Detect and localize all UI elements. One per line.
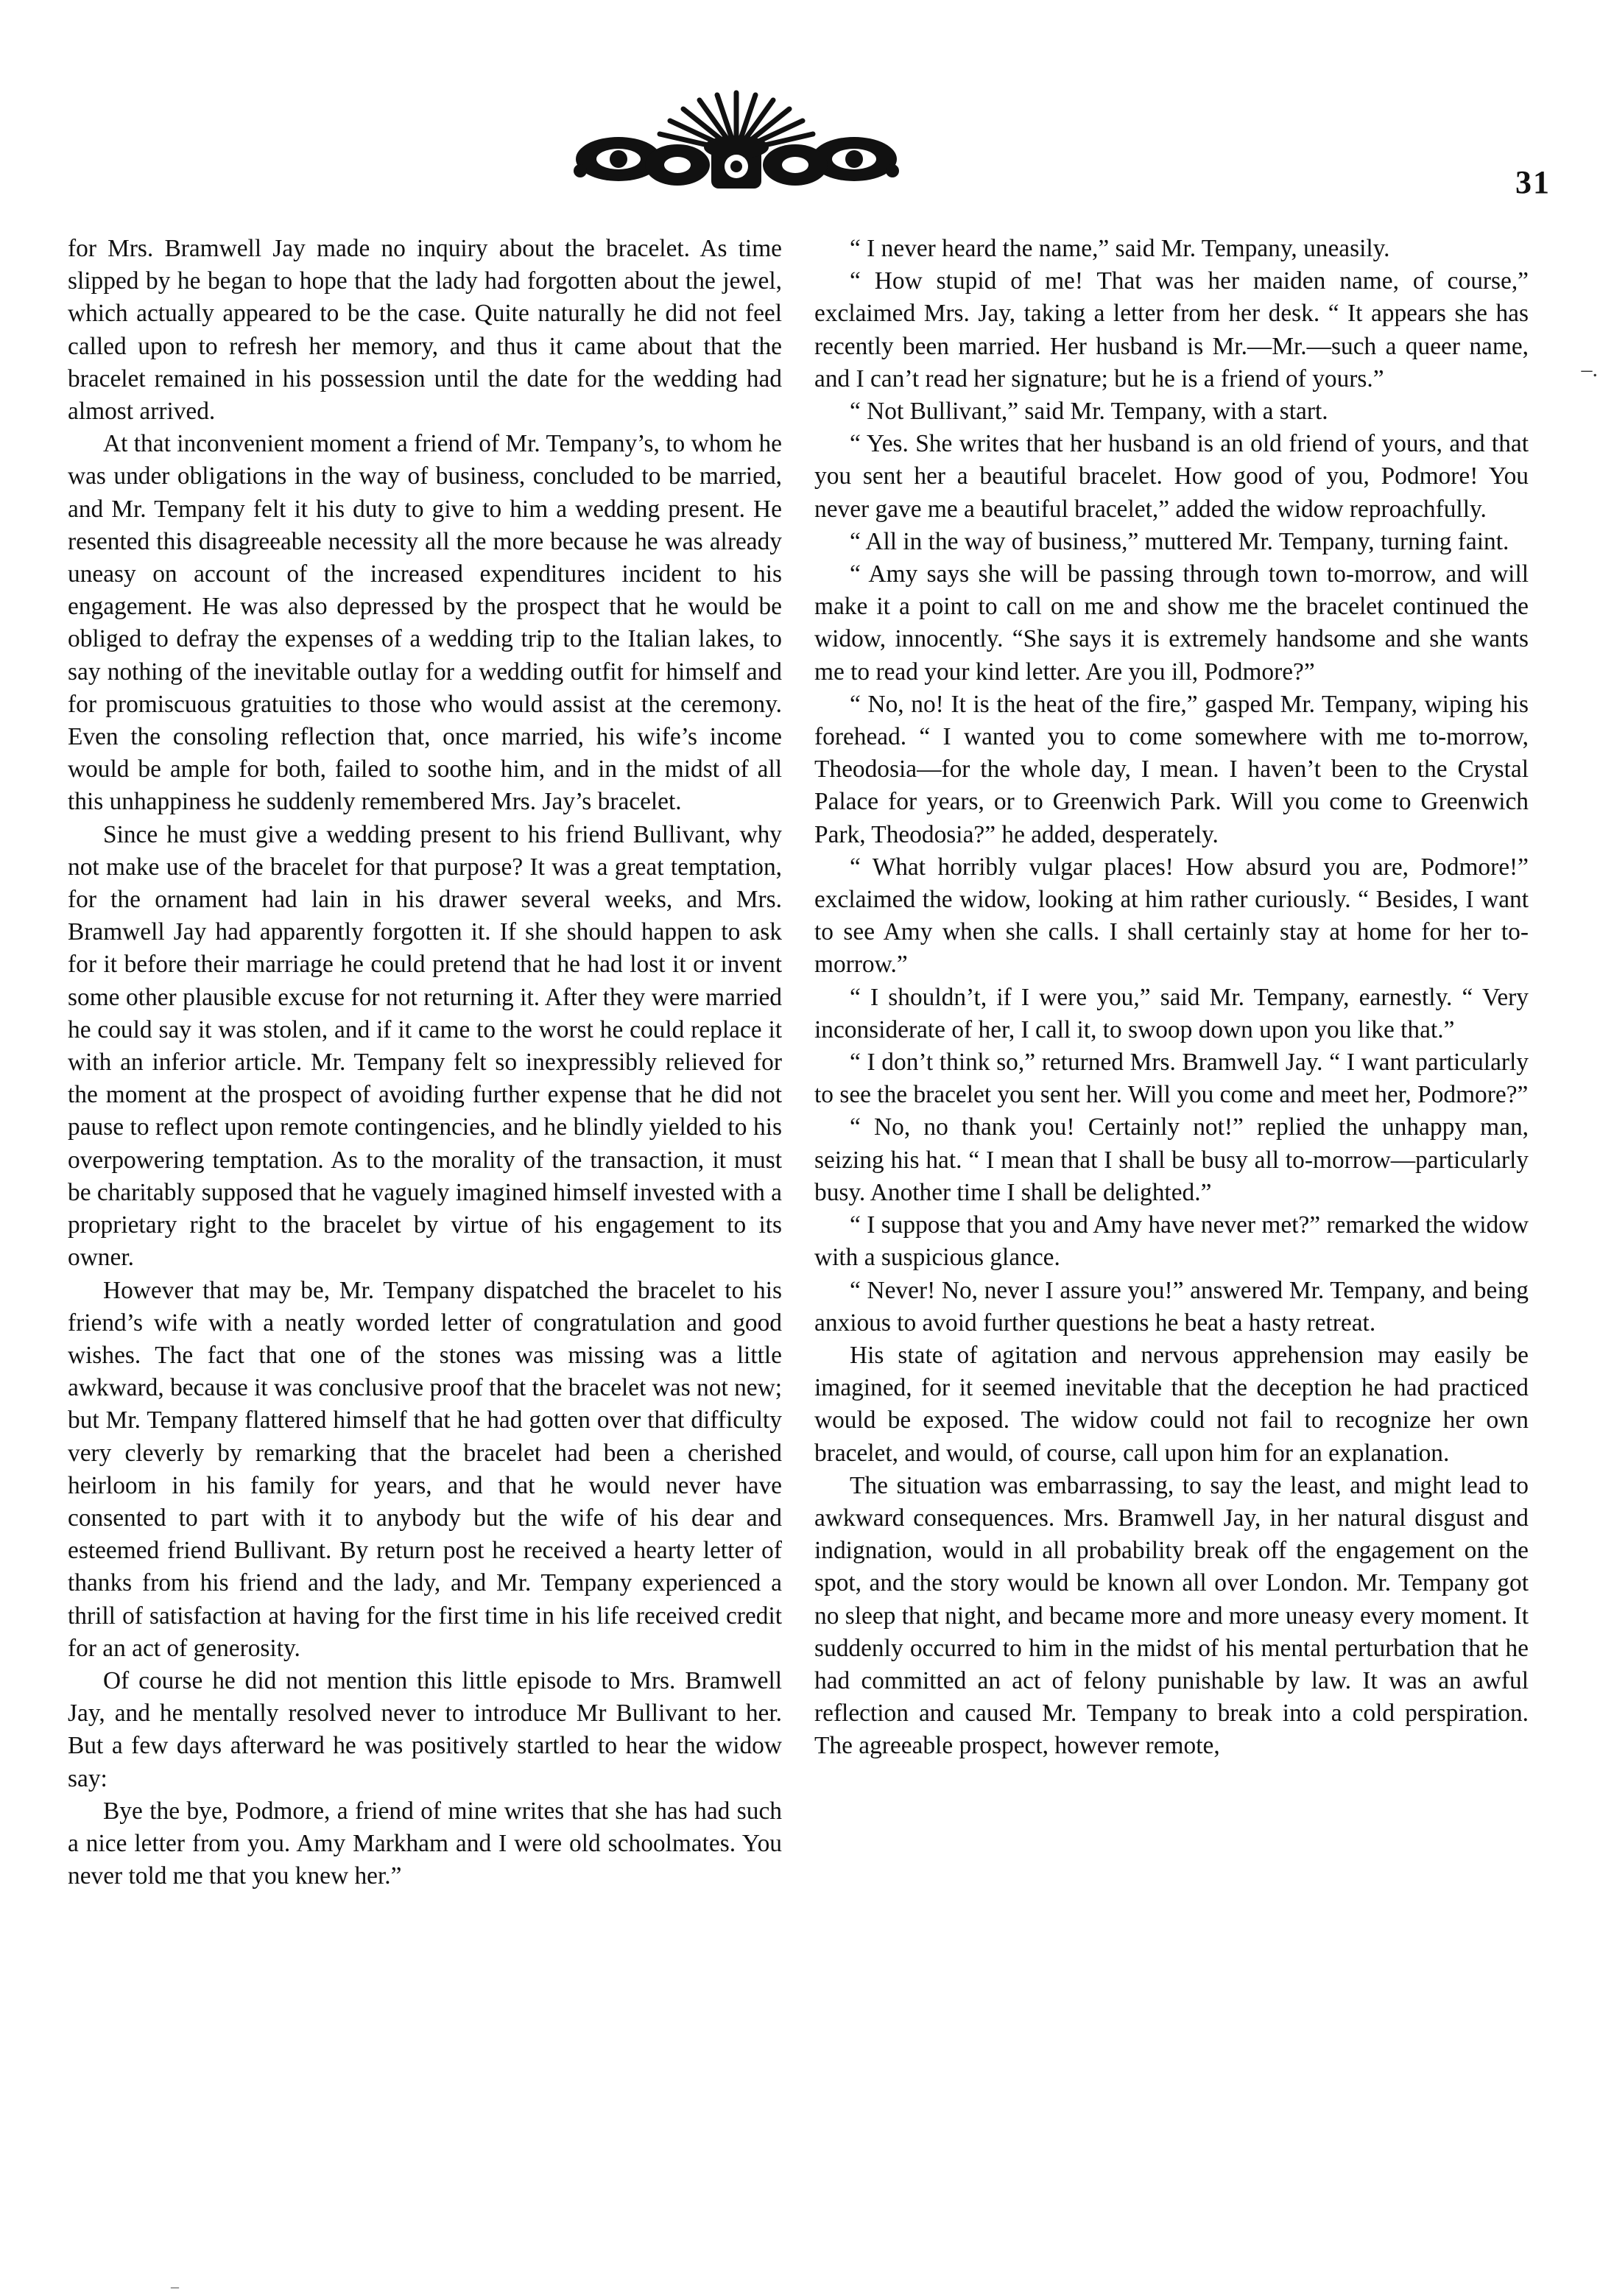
- paragraph: At that inconvenient moment a friend of Mr. Tempany’s, to whom he was under obligations in the way of business, concluded to be married, and Mr. Tempany felt it his duty to give to him a wedding present. He resented this disagreeable necessity all the more because he was already uneasy on account of the increased expenditures incident to his engagement. He was also depressed by the prospect that he would be obliged to defray the expenses of a wedding trip to the Italian lakes, to say nothing of the inevitable outlay for a wedding outfit for himself and for promiscuous gratuities to those who would assist at the ceremony. Even the consoling reflection that, once married, his wife’s income would be ample for both, failed to soothe him, and in the midst of all this unhappiness he suddenly remembered Mrs. Jay’s bracelet.: [68, 430, 782, 816]
- margin-mark: –.: [1581, 357, 1598, 381]
- page-number: 31: [1515, 164, 1551, 200]
- paragraph: “ I shouldn’t, if I were you,” said Mr. Tempany, earnestly. “ Very inconsiderate of her, I call it, to swoop down upon you like that.”: [814, 983, 1529, 1043]
- paragraph: “ Never! No, never I assure you!” answered Mr. Tempany, and being anxious to avoid further questions he beat a hasty retreat.: [814, 1276, 1529, 1337]
- paragraph: “ Not Bullivant,” said Mr. Tempany, with a start.: [850, 398, 1328, 426]
- paragraph: The situation was embarrassing, to say the least, and might lead to awkward consequences. Mrs. Bramwell Jay, in her natural disgust and indignation, would in all probability break off the engagement on the spot, and the story would be known all over London. Mr. Tempany got no sleep that night, and became more and more uneasy every moment. It suddenly occurred to him in the midst of his mental perturbation that he had committed an act of felony punishable by law. It was an awful reflection and caused Mr. Tempany to break into a cold perspiration. The agreeable prospect, however remote,: [814, 1471, 1529, 1760]
- left-column: [68, 233, 782, 1892]
- paragraph: “ How stupid of me! That was her maiden name, of course,” exclaimed Mrs. Jay, taking a letter from her desk. “ It appears she has recently been married. Her husband is Mr.—Mr.—such a queer name, and I can’t read her signature; but he is a friend of yours.”: [814, 267, 1529, 392]
- paragraph: “ I don’t think so,” returned Mrs. Bramwell Jay. “ I want particularly to see the bracelet you sent her. Will you come and meet her, Podmore?”: [814, 1049, 1529, 1109]
- paragraph: His state of agitation and nervous apprehension may easily be imagined, for it seemed inevitable that the deception he had practiced would be exposed. The widow could not fail to recognize her own bracelet, and would, of course, call upon him for an explanation.: [814, 1341, 1529, 1467]
- headpiece-ornament: [567, 88, 906, 199]
- paragraph: However that may be, Mr. Tempany dispatched the bracelet to his friend’s wife with a neatly worded letter of congratulation and good wishes. The fact that one of the stones was missing was a little awkward, because it was conclusive proof that the bracelet was not new; but Mr. Tempany flattered himself that he had gotten over that difficulty very cleverly by remarking that the bracelet had been a cherished heirloom in his family for years, and that he would never have consented to part with it to anybody but the wife of his dear and esteemed friend Bullivant. By return post he received a hearty letter of thanks from his friend and the lady, and Mr. Tempany experienced a thrill of satisfaction at having for the first time in his life received credit for an act of generosity.: [68, 1276, 782, 1662]
- paragraph: “ All in the way of business,” muttered Mr. Tempany, turning faint.: [850, 527, 1509, 555]
- paragraph: “ No, no! It is the heat of the fire,” gasped Mr. Tempany, wiping his forehead. “ I wanted you to come somewhere with me to-morrow, Theodosia—for the whole day, I mean. I haven’t been to the Crystal Palace for years, or to Greenwich Park. Will you come to Greenwich Park, Theodosia?” he added, desperately.: [814, 690, 1529, 848]
- paragraph: “ Amy says she will be passing through town to-morrow, and will make it a point to call on me and show me the bracelet continued the widow, innocently. “She says it is extremely handsome and she wants me to read your kind letter. Are you ill, Podmore?”: [814, 560, 1529, 686]
- paragraph: Of course he did not mention this little episode to Mrs. Bramwell Jay, and he mentally resolved never to introduce Mr Bullivant to her. But a few days afterward he was positively startled to hear the widow say:: [68, 1666, 782, 1792]
- paragraph: for Mrs. Bramwell Jay made no inquiry about the bracelet. As time slipped by he began to hope that the lady had forgotten about the jewel, which actually appeared to be the case. Quite naturally he did not feel called upon to refresh her memory, and thus it came about that the bracelet remained in his possession until the date for the wedding had almost arrived.: [68, 235, 782, 426]
- paragraph: “ Yes. She writes that her husband is an old friend of yours, and that you sent her a beautiful bracelet. How good of you, Podmore! You never gave me a beautiful bracelet,” added the widow reproachfully.: [814, 430, 1529, 523]
- right-column: [814, 233, 1529, 1763]
- paragraph: “ No, no thank you! Certainly not!” replied the unhappy man, seizing his hat. “ I mean that I shall be busy all to-morrow—particularly busy. Another time I shall be delighted.”: [814, 1113, 1529, 1206]
- bottom-mark: –: [171, 2277, 179, 2295]
- paragraph: “ What horribly vulgar places! How absurd you are, Podmore!” exclaimed the widow, looking at him rather curiously. “ Besides, I want to see Amy when she calls. I shall certainly stay at home for her to-morrow.”: [814, 853, 1529, 979]
- paragraph: Bye the bye, Podmore, a friend of mine writes that she has had such a nice letter from you. Amy Markham and I were old schoolmates. You never told me that you knew her.”: [68, 1797, 782, 1890]
- paragraph: “ I suppose that you and Amy have never met?” remarked the widow with a suspicious glance.: [814, 1211, 1529, 1272]
- paragraph: Since he must give a wedding present to his friend Bullivant, why not make use of the bracelet for that purpose? It was a great temptation, for the ornament had lain in his drawer several weeks, and Mrs. Bramwell Jay had apparently forgotten it. If she should happen to ask for it before their marriage he could pretend that he had lost it or invent some other plausible excuse for not returning it. After they were married he could say it was stolen, and if it came to the worst he could replace it with an inferior article. Mr. Tempany felt so inexpressibly relieved for the moment at the prospect of avoiding further expense that he did not pause to reflect upon remote contingencies, and he blindly yielded to his overpowering temptation. As to the morality of the transaction, it must be charitably supposed that he vaguely imagined himself invested with a proprietary right to the bracelet by virtue of his engagement to its owner.: [68, 820, 782, 1272]
- paragraph: “ I never heard the name,” said Mr. Tempany, uneasily.: [850, 235, 1390, 262]
